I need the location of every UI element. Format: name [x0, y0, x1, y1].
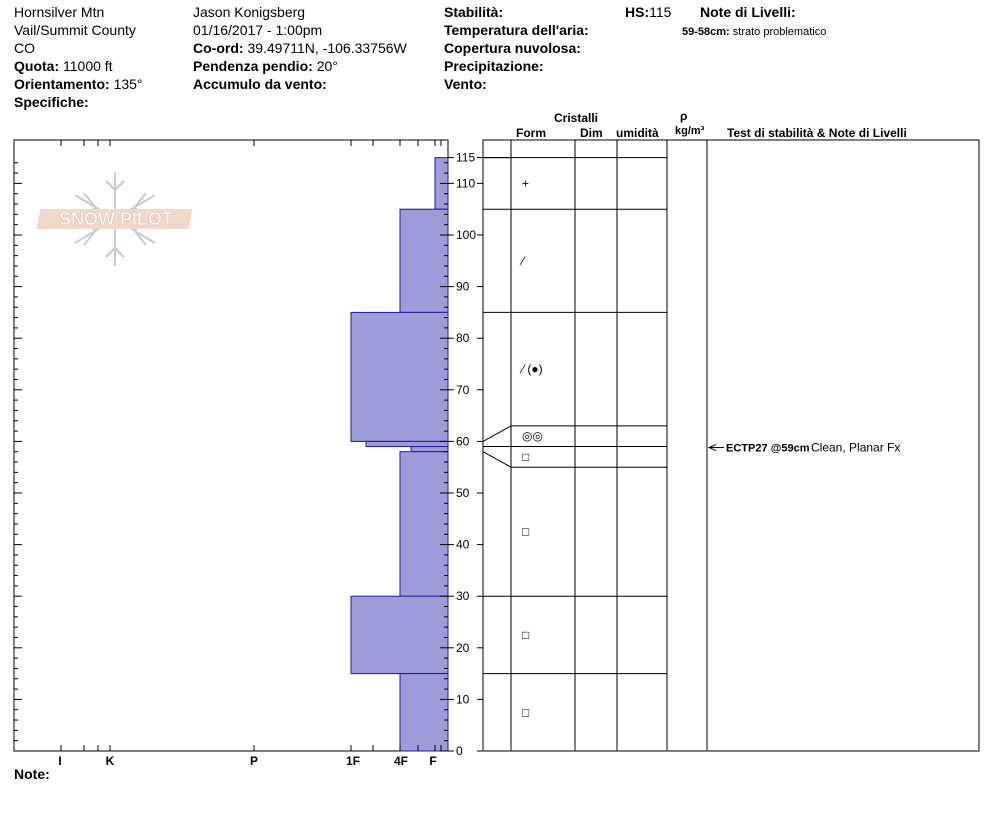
stability-test-code: ECTP27 @59cm [726, 442, 810, 455]
grain-form-symbol: ⁄ (●) [522, 362, 543, 377]
depth-label: 30 [456, 589, 470, 604]
grain-form-symbol: ⁄ [522, 253, 525, 268]
grain-form-symbol: □ [522, 705, 530, 720]
region-name: Vail/Summit County [14, 22, 136, 38]
coord-value: 39.49711N, -106.33756W [247, 40, 407, 56]
hardness-layer-bar [400, 209, 448, 312]
location-name: Hornsilver Mtn [14, 4, 105, 20]
hardness-layer-bar [400, 452, 448, 596]
stability-test-note: Clean, Planar Fx [811, 440, 901, 455]
wind-loading-label: Accumulo da vento: [193, 76, 327, 92]
hardness-label: F [429, 754, 437, 768]
density-unit-header: kg/m³ [675, 125, 705, 137]
aspect-value: 135° [113, 76, 143, 92]
specifics-label: Specifiche: [14, 94, 89, 110]
logo-text: SNOW PILOT [59, 209, 173, 229]
depth-label: 80 [456, 331, 470, 346]
precipitation-label: Precipitazione: [444, 58, 544, 74]
stability-notes-header: Test di stabilità & Note di Livelli [727, 126, 907, 140]
hardness-label: P [249, 754, 259, 768]
layer-connector [483, 452, 511, 467]
layer-note-text: strato problematico [732, 26, 827, 38]
layer-table-columns [511, 140, 707, 751]
rho-header: ρ [680, 109, 688, 123]
hardness-layer-bar [411, 447, 448, 452]
grain-form-symbol: □ [522, 524, 530, 539]
stability-tests [709, 441, 900, 455]
snowpilot-logo [36, 172, 192, 266]
slope-value: 20° [316, 58, 338, 74]
hardness-layer-bar [400, 674, 448, 751]
hardness-layer-bar [351, 596, 448, 673]
moisture-header: umidità [616, 126, 659, 140]
elevation-label: Quota: [14, 58, 60, 74]
depth-label: 115 [456, 150, 476, 165]
depth-label: 110 [456, 176, 476, 191]
depth-label: 50 [456, 486, 470, 500]
wind-label: Vento: [444, 76, 487, 92]
grain-form-symbol: □ [522, 627, 530, 642]
depth-label: 70 [456, 382, 470, 397]
hs-label: HS: [625, 4, 650, 20]
grain-form-symbol: □ [522, 449, 530, 464]
hardness-layers [351, 158, 448, 751]
elevation-value: 11000 ft [63, 58, 113, 74]
hardness-label: K [105, 754, 115, 768]
hardness-layer-bar [366, 441, 448, 446]
hardness-layer-bar [351, 312, 448, 441]
layer-connector [483, 426, 511, 441]
depth-label: 20 [456, 640, 470, 655]
coord-label: Co-ord: [193, 40, 244, 56]
observation-datetime: 01/16/2017 - 1:00pm [193, 22, 323, 38]
aspect-label: Orientamento: [14, 76, 110, 92]
hardness-label: 4F [393, 754, 409, 768]
hardness-label: I [58, 754, 62, 768]
depth-label: 60 [456, 434, 470, 449]
notes-label: Note: [14, 766, 50, 782]
grain-form-symbol: ◎◎ [522, 429, 543, 444]
hs-value: 115 [649, 4, 672, 20]
observer-name: Jason Konigsberg [193, 4, 306, 20]
depth-label: 0 [456, 744, 463, 758]
depth-label: 100 [456, 228, 477, 242]
stability-label: Stabilità: [444, 4, 504, 20]
layer-notes-label: Note di Livelli: [700, 4, 796, 20]
grain-form-symbol: + [522, 176, 530, 191]
depth-label: 40 [456, 537, 470, 552]
layer-note-depth: 59-58cm: [682, 26, 730, 38]
state-name: CO [14, 40, 35, 56]
slope-label: Pendenza pendio: [193, 58, 313, 74]
depth-label: 10 [456, 692, 470, 707]
size-header: Dim [580, 126, 603, 140]
cloud-cover-label: Copertura nuvolosa: [444, 40, 581, 56]
depth-label: 90 [456, 279, 470, 294]
air-temp-label: Temperatura dell'aria: [444, 22, 589, 38]
hardness-label: 1F [345, 754, 361, 768]
form-header: Form [516, 126, 546, 140]
crystals-header: Cristalli [554, 111, 599, 125]
